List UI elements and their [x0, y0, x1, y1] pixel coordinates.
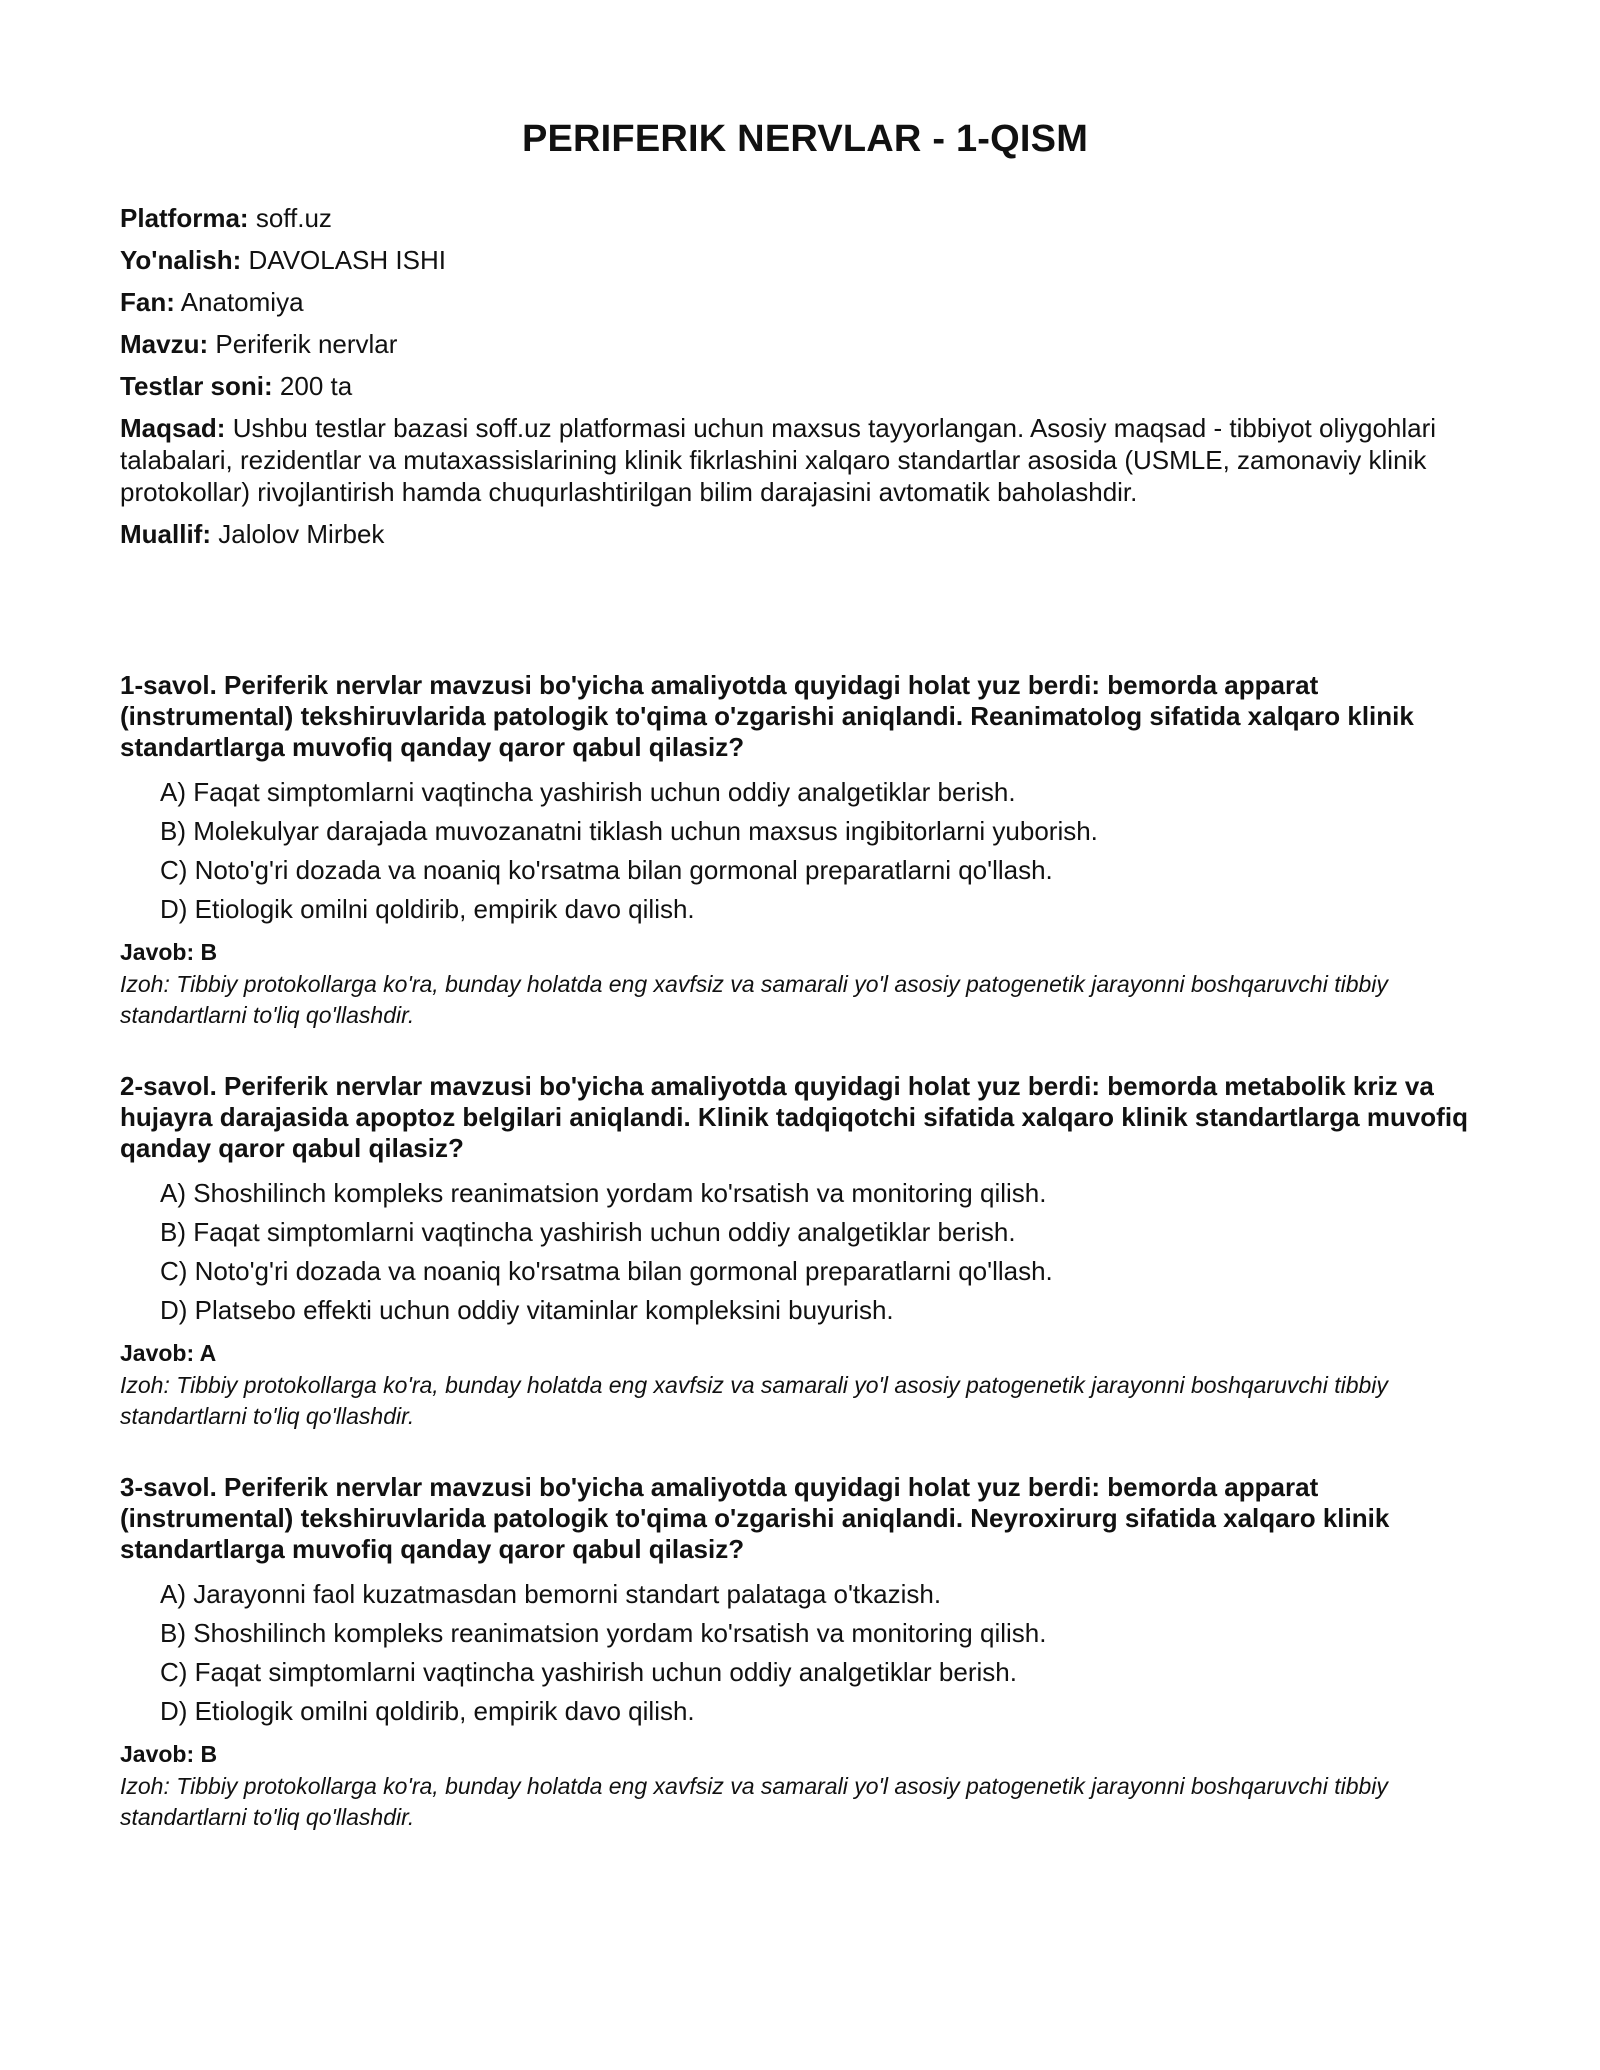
meta-purpose	[120, 412, 1490, 508]
meta-author	[120, 518, 1490, 550]
correct-answer: Javob: B	[120, 939, 218, 965]
meta-label: Platforma:	[120, 203, 249, 233]
question-item	[120, 1472, 1490, 1833]
meta-topic	[120, 328, 1490, 360]
meta-subject	[120, 286, 1490, 318]
answer-option-d: D) Etiologik omilni qoldirib, empirik davo qilish.	[160, 894, 695, 924]
answer-option-a: A) Jarayonni faol kuzatmasdan bemorni standart palataga o'tkazish.	[160, 1579, 942, 1609]
meta-label: Testlar soni:	[120, 371, 273, 401]
meta-value: DAVOLASH ISHI	[248, 245, 446, 275]
meta-test-count	[120, 370, 1490, 402]
question-item	[120, 670, 1490, 1031]
meta-label: Maqsad:	[120, 413, 226, 443]
meta-platform	[120, 202, 1490, 234]
meta-value: Jalolov Mirbek	[218, 519, 385, 549]
explanation: Izoh: Tibbiy protokollarga ko'ra, bunday holatda eng xavfsiz va samarali yo'l asosiy patogenetik jarayonni boshqaruvchi tibbiy standartlarni to'liq qo'llashdir.	[120, 1372, 1388, 1429]
meta-label: Yo'nalish:	[120, 245, 242, 275]
explanation: Izoh: Tibbiy protokollarga ko'ra, bunday holatda eng xavfsiz va samarali yo'l asosiy patogenetik jarayonni boshqaruvchi tibbiy standartlarni to'liq qo'llashdir.	[120, 971, 1388, 1028]
meta-label: Muallif:	[120, 519, 211, 549]
answer-option-a: A) Shoshilinch kompleks reanimatsion yordam ko'rsatish va monitoring qilish.	[160, 1178, 1047, 1208]
answer-option-d: D) Platsebo effekti uchun oddiy vitaminlar kompleksini buyurish.	[160, 1295, 894, 1325]
meta-value: Periferik nervlar	[215, 329, 398, 359]
explanation: Izoh: Tibbiy protokollarga ko'ra, bunday holatda eng xavfsiz va samarali yo'l asosiy patogenetik jarayonni boshqaruvchi tibbiy standartlarni to'liq qo'llashdir.	[120, 1773, 1388, 1830]
document-title: PERIFERIK NERVLAR - 1-QISM	[521, 118, 1089, 160]
meta-value: 200 ta	[279, 371, 353, 401]
questions-list	[120, 670, 1490, 1873]
answer-option-c: C) Noto'g'ri dozada va noaniq ko'rsatma bilan gormonal preparatlarni qo'llash.	[160, 1256, 1053, 1286]
answer-option-c: C) Faqat simptomlarni vaqtincha yashirish uchun oddiy analgetiklar berish.	[160, 1657, 1017, 1687]
answer-option-b: B) Molekulyar darajada muvozanatni tiklash uchun maxsus ingibitorlarni yuborish.	[160, 816, 1098, 846]
question-text: 3-savol. Periferik nervlar mavzusi bo'yicha amaliyotda quyidagi holat yuz berdi: bemorda apparat (instrumental) tekshiruvlarida patologik to'qima o'zgarishi aniqlandi. Neyroxirurg sifatida xalqaro klinik standartlarga muvofiq qanday qaror qabul qilasiz?	[120, 1472, 1390, 1564]
correct-answer: Javob: B	[120, 1741, 218, 1767]
question-text: 2-savol. Periferik nervlar mavzusi bo'yicha amaliyotda quyidagi holat yuz berdi: bemorda metabolik kriz va hujayra darajasida apoptoz belgilari aniqlandi. Klinik tadqiqotchi sifatida xalqaro klinik standartlarga muvofiq qanday qaror qabul qilasiz?	[120, 1071, 1468, 1163]
answer-option-c: C) Noto'g'ri dozada va noaniq ko'rsatma bilan gormonal preparatlarni qo'llash.	[160, 855, 1053, 885]
correct-answer: Javob: A	[120, 1340, 217, 1366]
metadata-block	[120, 202, 1490, 560]
meta-label: Mavzu:	[120, 329, 209, 359]
question-text: 1-savol. Periferik nervlar mavzusi bo'yicha amaliyotda quyidagi holat yuz berdi: bemorda apparat (instrumental) tekshiruvlarida patologik to'qima o'zgarishi aniqlandi. Reanimatolog sifatida xalqaro klinik standartlarga muvofiq qanday qaror qabul qilasiz?	[120, 670, 1414, 762]
meta-value: soff.uz	[255, 203, 332, 233]
meta-value: Ushbu testlar bazasi soff.uz platformasi uchun maxsus tayyorlangan. Asosiy maqsad - tibbiyot oliygohlari talabalari, rezidentlar va mutaxassislarining klinik fikrlashini xalqaro standartlar asosida (USMLE, zamonaviy klinik protokollar) rivojlantirish hamda chuqurlashtirilgan bilim darajasini avtomatik baholashdir.	[120, 413, 1437, 507]
question-item	[120, 1071, 1490, 1432]
meta-direction	[120, 244, 1490, 276]
answer-option-b: B) Faqat simptomlarni vaqtincha yashirish uchun oddiy analgetiklar berish.	[160, 1217, 1016, 1247]
answer-option-d: D) Etiologik omilni qoldirib, empirik davo qilish.	[160, 1696, 695, 1726]
meta-value: Anatomiya	[180, 287, 304, 317]
meta-label: Fan:	[120, 287, 175, 317]
answer-option-a: A) Faqat simptomlarni vaqtincha yashirish uchun oddiy analgetiklar berish.	[160, 777, 1016, 807]
answer-option-b: B) Shoshilinch kompleks reanimatsion yordam ko'rsatish va monitoring qilish.	[160, 1618, 1047, 1648]
